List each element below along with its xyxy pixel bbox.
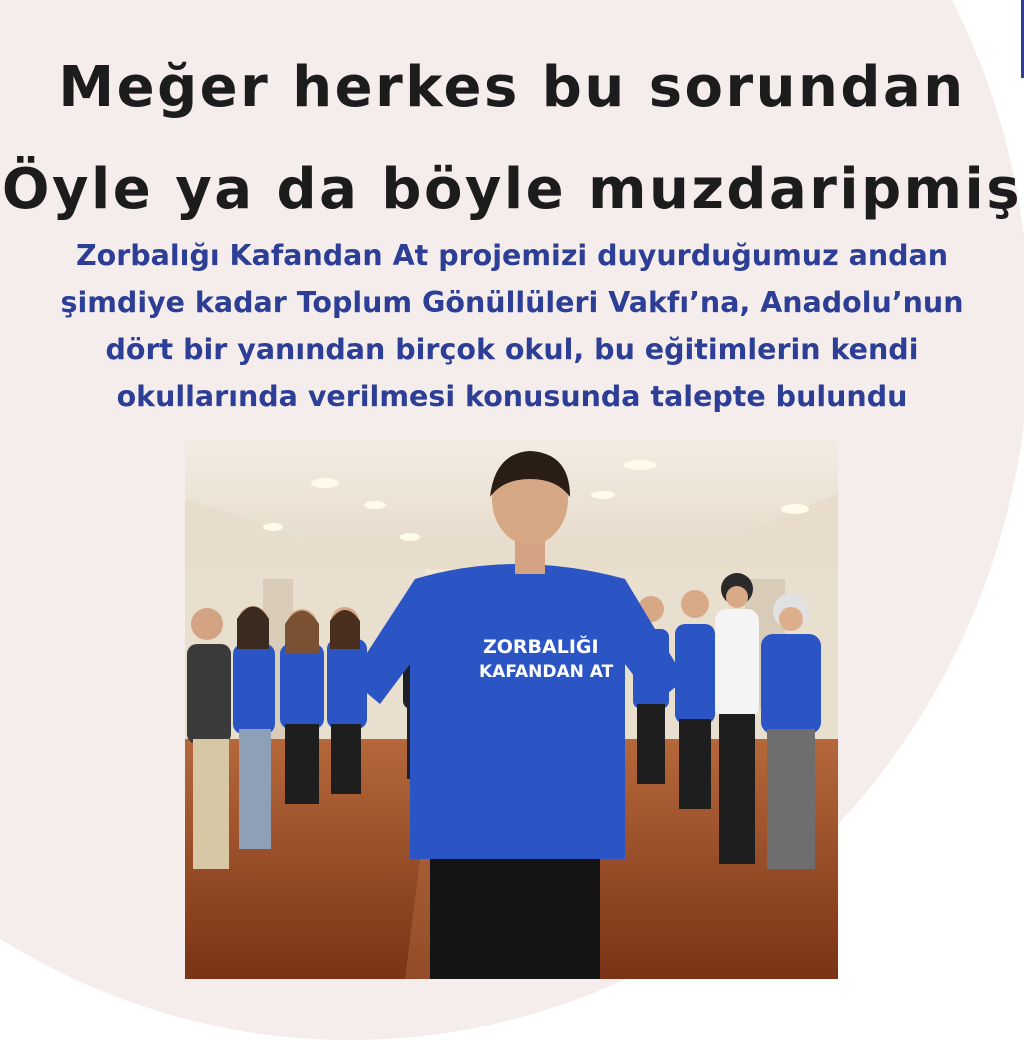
- event-photo-illustration: [185, 439, 838, 979]
- lede-line-1: Zorbalığı Kafandan At projemizi duyurduğumuz andan: [75, 239, 949, 272]
- headline-line-1: Meğer herkes bu sorundan: [58, 55, 966, 120]
- event-photo: [185, 439, 838, 979]
- lede-line-3: dört bir yanından birçok okul, bu eğitimlerin kendi: [105, 333, 919, 366]
- lede-line-4: okullarında verilmesi konusunda talepte bulundu: [116, 380, 908, 413]
- headline-line-2: Öyle ya da böyle muzdaripmiş: [1, 157, 1023, 222]
- shirt-text-line-2: KAFANDAN AT: [479, 662, 614, 682]
- lede-line-2: şimdiye kadar Toplum Gönüllüleri Vakfı’na, Anadolu’nun: [60, 286, 964, 319]
- lede-paragraph: [0, 232, 1024, 420]
- shirt-text-line-1: ZORBALIĞI: [483, 636, 599, 658]
